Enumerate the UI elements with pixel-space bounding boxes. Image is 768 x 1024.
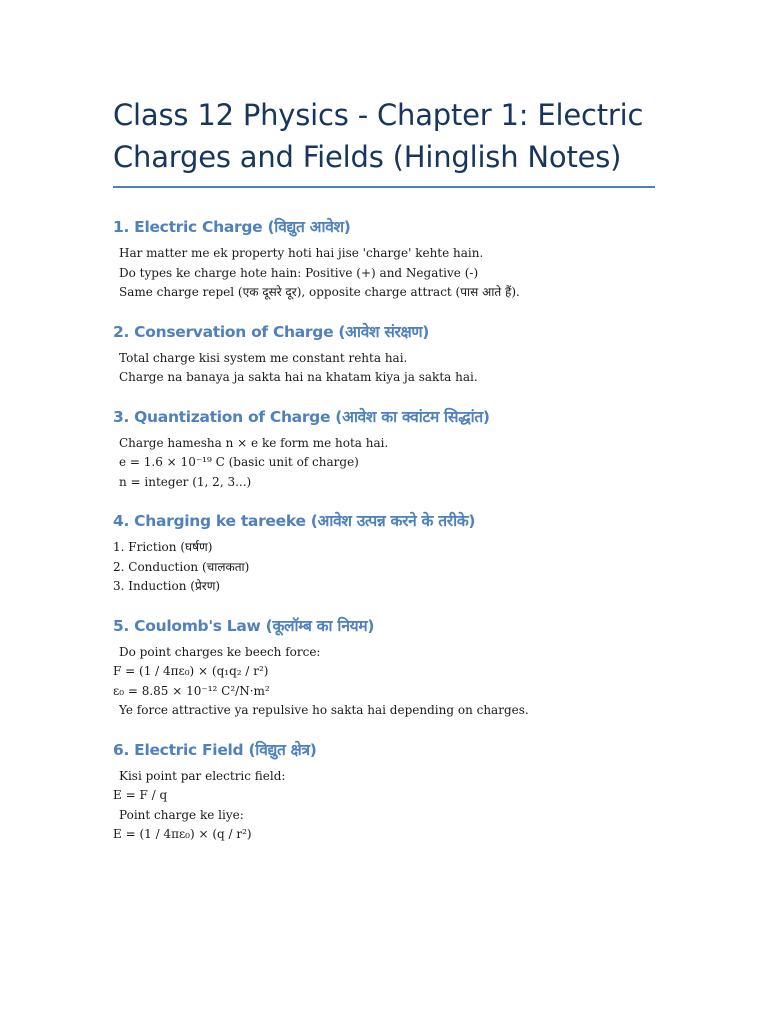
list-item: 1. Friction (घर्षण): [113, 540, 213, 554]
formula-line: E = (1 / 4πε₀) × (q / r²): [113, 827, 252, 841]
body-line: Do point charges ke beech force:: [119, 644, 321, 659]
section-coulombs-law: [113, 615, 655, 721]
section-electric-field: [113, 739, 655, 845]
body-line: Same charge repel (एक दूसरे दूर), opposite charge attract (पास आते हैं).: [119, 285, 520, 299]
body-line: Har matter me ek property hoti hai jise 'charge' kehte hain.: [119, 246, 484, 260]
body-line: n = integer (1, 2, 3...): [119, 474, 252, 489]
formula-line: ε₀ = 8.85 × 10⁻¹² C²/N·m²: [113, 683, 270, 698]
formula-line: E = F / q: [113, 788, 168, 802]
section-conservation-of-charge: [113, 321, 655, 388]
body-line: Charge hamesha n × e ke form me hota hai.: [119, 435, 389, 450]
section-charging-methods: [113, 510, 655, 597]
formula-line: F = (1 / 4πε₀) × (q₁q₂ / r²): [113, 664, 269, 678]
title-divider: [113, 186, 655, 188]
body-line: Do types ke charge hote hain: Positive (+) and Negative (-): [119, 265, 479, 280]
body-line: Kisi point par electric field:: [119, 768, 286, 783]
section-heading: 5. Coulomb's Law (कूलॉम्ब का नियम): [113, 616, 375, 635]
body-line: Ye force attractive ya repulsive ho sakta hai depending on charges.: [119, 703, 529, 717]
body-line: Total charge kisi system me constant rehta hai.: [119, 350, 408, 365]
section-heading: 4. Charging ke tareeke (आवेश उत्पन्न करने के तरीके): [113, 512, 476, 530]
section-heading: 2. Conservation of Charge (आवेश संरक्षण): [113, 322, 430, 341]
body-line: Charge na banaya ja sakta hai na khatam kiya ja sakta hai.: [119, 370, 478, 384]
section-heading: 6. Electric Field (विद्युत क्षेत्र): [113, 740, 317, 759]
section-heading: 3. Quantization of Charge (आवेश का क्वांटम सिद्धांत): [113, 407, 490, 426]
section-electric-charge: [113, 216, 655, 303]
page-title: Class 12 Physics - Chapter 1: Electric Charges and Fields (Hinglish Notes): [113, 98, 644, 174]
section-heading: 1. Electric Charge (विद्युत आवेश): [113, 218, 351, 236]
body-line: e = 1.6 × 10⁻¹⁹ C (basic unit of charge): [119, 455, 359, 469]
list-item: 3. Induction (प्रेरण): [113, 579, 221, 593]
section-quantization-of-charge: [113, 406, 655, 493]
list-item: 2. Conduction (चालकता): [113, 559, 250, 574]
body-line: Point charge ke liye:: [119, 807, 244, 822]
